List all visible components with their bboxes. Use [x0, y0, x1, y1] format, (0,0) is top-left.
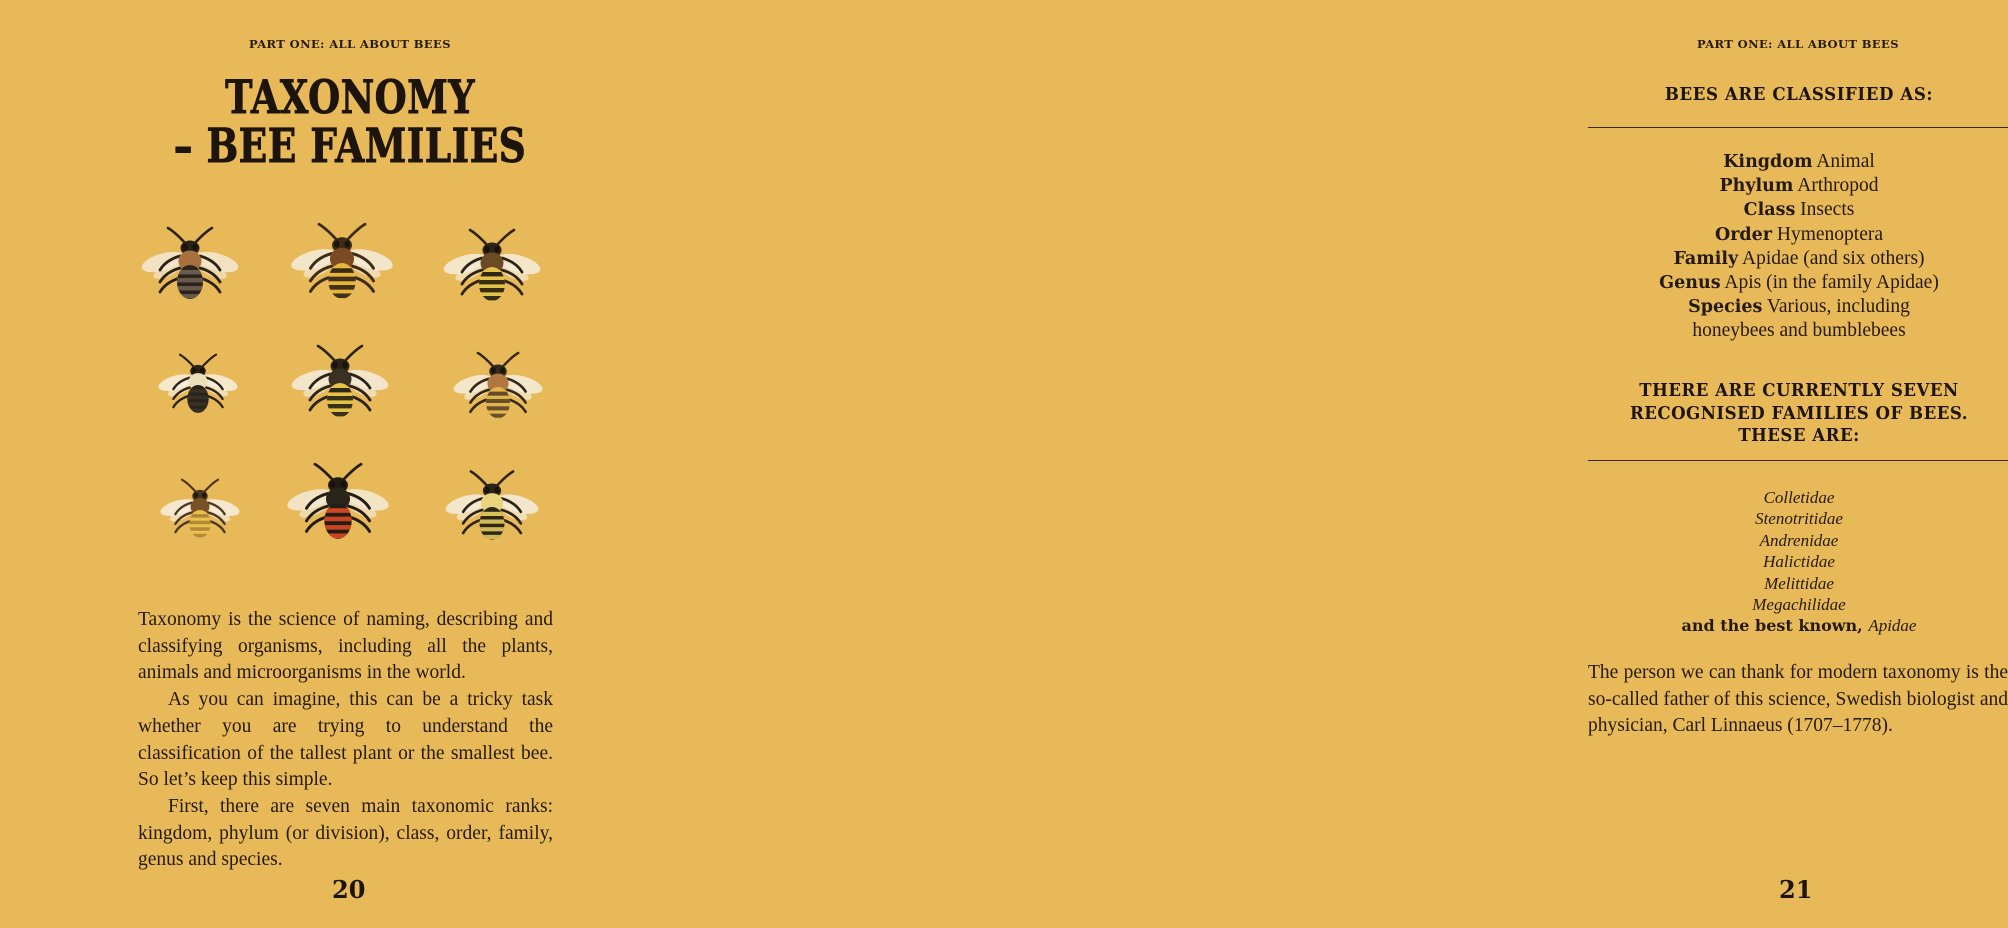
rank-label: Genus — [1659, 273, 1721, 294]
taxonomic-rank-row — [1590, 150, 2008, 174]
bee-brown-thorax-striped-icon — [432, 212, 552, 322]
page-title-line-2: – BEE FAMILIES — [173, 119, 527, 174]
divider-rule-bottom — [1588, 460, 2008, 461]
bee-red-banded-bumblebee-icon — [278, 448, 398, 558]
rank-value: honeybees and bumblebees — [1692, 320, 1906, 342]
taxonomic-rank-row — [1590, 174, 2008, 198]
bee-family-name: Halictidae — [1763, 552, 1835, 572]
bee-family-best-known: and the best known, Apidae — [1681, 616, 1917, 636]
bee-dark-banded-hairy-icon — [130, 210, 250, 320]
bee-pale-yellow-bumblebee-icon — [432, 452, 552, 562]
rank-value: Insects — [1800, 199, 1855, 221]
left-paragraph: Taxonomy is the science of naming, describing and classifying organisms, including all the plants, animals and microorganisms in the world. — [138, 609, 553, 684]
bee-family-list — [1590, 487, 2008, 637]
bee-pale-dark-abdomen-icon — [138, 330, 258, 440]
left-paragraph: As you can imagine, this can be a tricky task whether you are trying to understand the classification of the tallest plant or the smallest bee. So let’s keep this simple. — [138, 689, 553, 791]
families-heading-line-3: THESE ARE: — [1738, 426, 1860, 446]
rank-label: Family — [1673, 248, 1739, 269]
bee-family-name: Megachilidae — [1752, 595, 1846, 615]
taxonomic-rank-row — [1590, 295, 2008, 319]
divider-rule-top — [1588, 127, 2008, 128]
left-body-text — [138, 607, 553, 874]
bee-yellow-black-striped-icon — [280, 328, 400, 438]
taxonomic-rank-row — [1590, 319, 2008, 342]
taxonomic-rank-row — [1590, 198, 2008, 222]
classified-as-heading: BEES ARE CLASSIFIED AS: — [1664, 85, 1934, 105]
right-page — [713, 0, 2008, 928]
page-number-left: 20 — [332, 875, 366, 904]
rank-label: Kingdom — [1723, 152, 1813, 172]
page-number-right: 21 — [1779, 875, 1813, 904]
rank-value: Apis (in the family Apidae) — [1724, 272, 1939, 294]
taxonomic-rank-list — [1590, 150, 2008, 343]
rank-label: Class — [1743, 200, 1796, 221]
right-body-text — [1588, 660, 2008, 740]
rank-value: Apidae (and six others) — [1742, 247, 1925, 269]
bee-illustration-grid — [120, 210, 580, 565]
bee-family-name: Apidae — [1868, 616, 1917, 636]
rank-label: Phylum — [1719, 176, 1794, 197]
bee-family-name: Melittidae — [1764, 573, 1834, 593]
page-title — [120, 72, 580, 172]
bee-family-name: Colletidae — [1763, 488, 1835, 507]
bee-family-name: Andrenidae — [1759, 530, 1839, 550]
rank-value: Animal — [1816, 151, 1875, 172]
taxonomic-rank-row — [1590, 271, 2008, 295]
page-title-line-1: TAXONOMY — [225, 70, 475, 124]
running-head-left: PART ONE: ALL ABOUT BEES — [249, 37, 451, 51]
families-heading-line-2: RECOGNISED FAMILIES OF BEES. — [1629, 403, 1969, 424]
rank-value: Arthropod — [1797, 175, 1879, 197]
rank-value: Hymenoptera — [1776, 223, 1884, 245]
families-heading-line-1: THERE ARE CURRENTLY SEVEN — [1639, 381, 1959, 401]
closing-paragraph: The person we can thank for modern taxonomy is the so-called father of this science, Swedish biologist and physician, Carl Linnaeus (1707–1778). — [1588, 662, 2008, 737]
rank-label: Order — [1714, 224, 1773, 245]
bee-amber-small-icon — [140, 455, 260, 565]
rank-label: Species — [1688, 297, 1763, 318]
families-heading — [1600, 380, 1997, 448]
taxonomic-rank-row — [1590, 247, 2008, 271]
bee-tan-striped-slim-icon — [438, 332, 558, 442]
bee-family-name: Stenotritidae — [1755, 509, 1843, 529]
taxonomic-rank-row — [1590, 223, 2008, 247]
left-page — [0, 0, 713, 928]
rank-value: Various, including — [1766, 296, 1910, 318]
running-head-right: PART ONE: ALL ABOUT BEES — [1697, 37, 1899, 51]
bee-golden-honeybee-icon — [282, 208, 402, 318]
left-paragraph: First, there are seven main taxonomic ranks: kingdom, phylum (or division), class, order, family, genus and species. — [138, 795, 553, 871]
